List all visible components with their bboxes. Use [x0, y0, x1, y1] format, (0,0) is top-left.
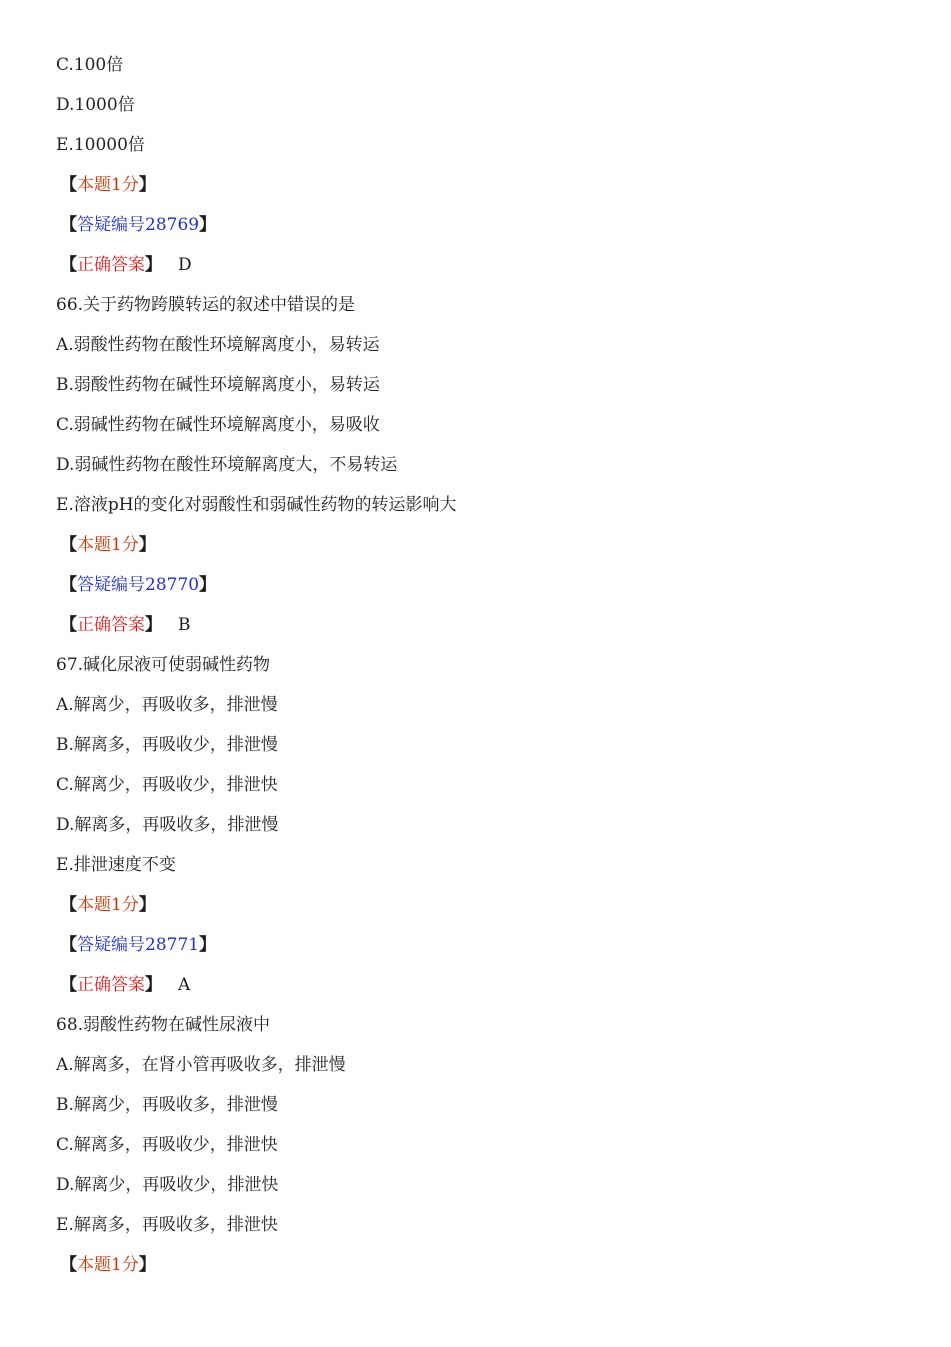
- text-line: 68.弱酸性药物在碱性尿液中: [56, 1015, 271, 1035]
- text-line: A.弱酸性药物在酸性环境解离度小，易转运: [56, 335, 380, 355]
- bracket-open: 【: [60, 535, 77, 555]
- bracket-open: 【: [60, 615, 77, 635]
- answer-tag: [56, 245, 916, 285]
- score-tag: [56, 525, 916, 565]
- text-line: D.解离少，再吸收少，排泄快: [56, 1175, 279, 1195]
- qa-number-tag: [56, 565, 916, 605]
- text-line: E.10000倍: [56, 135, 145, 155]
- answer-value: D: [178, 255, 192, 275]
- text-line: 67.碱化尿液可使弱碱性药物: [56, 655, 271, 675]
- answer-value: A: [178, 975, 191, 995]
- text-line: B.解离多，再吸收少，排泄慢: [56, 735, 278, 755]
- bracket-open: 【: [60, 255, 77, 275]
- document-body: [56, 45, 916, 1285]
- bracket-open: 【: [60, 175, 77, 195]
- bracket-close: 】: [138, 535, 156, 555]
- text-line: E.解离多，再吸收多，排泄快: [56, 1215, 278, 1235]
- text-line: A.解离少，再吸收多，排泄慢: [56, 695, 278, 715]
- bracket-close: 】: [145, 975, 162, 995]
- bracket-close: 】: [199, 935, 217, 955]
- tag-label: 正确答案: [77, 255, 145, 275]
- bracket-close: 】: [145, 255, 162, 275]
- bracket-close: 】: [145, 615, 162, 635]
- tag-label: 答疑编号28769: [77, 215, 200, 235]
- bracket-close: 】: [138, 1255, 156, 1275]
- tag-label: 本题1分: [77, 535, 139, 555]
- text-line: D.弱碱性药物在酸性环境解离度大，不易转运: [56, 455, 398, 475]
- text-line: E.溶液pH的变化对弱酸性和弱碱性药物的转运影响大: [56, 495, 457, 515]
- tag-label: 本题1分: [77, 895, 139, 915]
- text-line: C.弱碱性药物在碱性环境解离度小，易吸收: [56, 415, 380, 435]
- bracket-open: 【: [60, 575, 77, 595]
- text-line: C.解离少，再吸收少，排泄快: [56, 775, 278, 795]
- bracket-close: 】: [138, 175, 156, 195]
- bracket-close: 】: [138, 895, 156, 915]
- bracket-close: 】: [199, 215, 217, 235]
- tag-label: 正确答案: [77, 615, 145, 635]
- text-line: E.排泄速度不变: [56, 855, 176, 875]
- text-line: B.解离少，再吸收多，排泄慢: [56, 1095, 278, 1115]
- bracket-close: 】: [199, 575, 217, 595]
- answer-tag: [56, 965, 916, 1005]
- text-line: D.解离多，再吸收多，排泄慢: [56, 815, 279, 835]
- text-line: A.解离多，在肾小管再吸收多，排泄慢: [56, 1055, 346, 1075]
- tag-label: 答疑编号28770: [77, 575, 200, 595]
- qa-number-tag: [56, 205, 916, 245]
- bracket-open: 【: [60, 895, 77, 915]
- text-line: 66.关于药物跨膜转运的叙述中错误的是: [56, 295, 356, 315]
- text-line: C.解离多，再吸收少，排泄快: [56, 1135, 278, 1155]
- text-line: C.100倍: [56, 55, 124, 75]
- bracket-open: 【: [60, 935, 77, 955]
- answer-tag: [56, 605, 916, 645]
- text-line: D.1000倍: [56, 95, 135, 115]
- bracket-open: 【: [60, 215, 77, 235]
- qa-number-tag: [56, 925, 916, 965]
- score-tag: [56, 165, 916, 205]
- tag-label: 本题1分: [77, 175, 139, 195]
- bracket-open: 【: [60, 975, 77, 995]
- tag-label: 本题1分: [77, 1255, 139, 1275]
- bracket-open: 【: [60, 1255, 77, 1275]
- tag-label: 正确答案: [77, 975, 145, 995]
- tag-label: 答疑编号28771: [77, 935, 200, 955]
- text-line: B.弱酸性药物在碱性环境解离度小，易转运: [56, 375, 380, 395]
- score-tag: [56, 885, 916, 925]
- answer-value: B: [178, 615, 191, 635]
- score-tag: [56, 1245, 916, 1285]
